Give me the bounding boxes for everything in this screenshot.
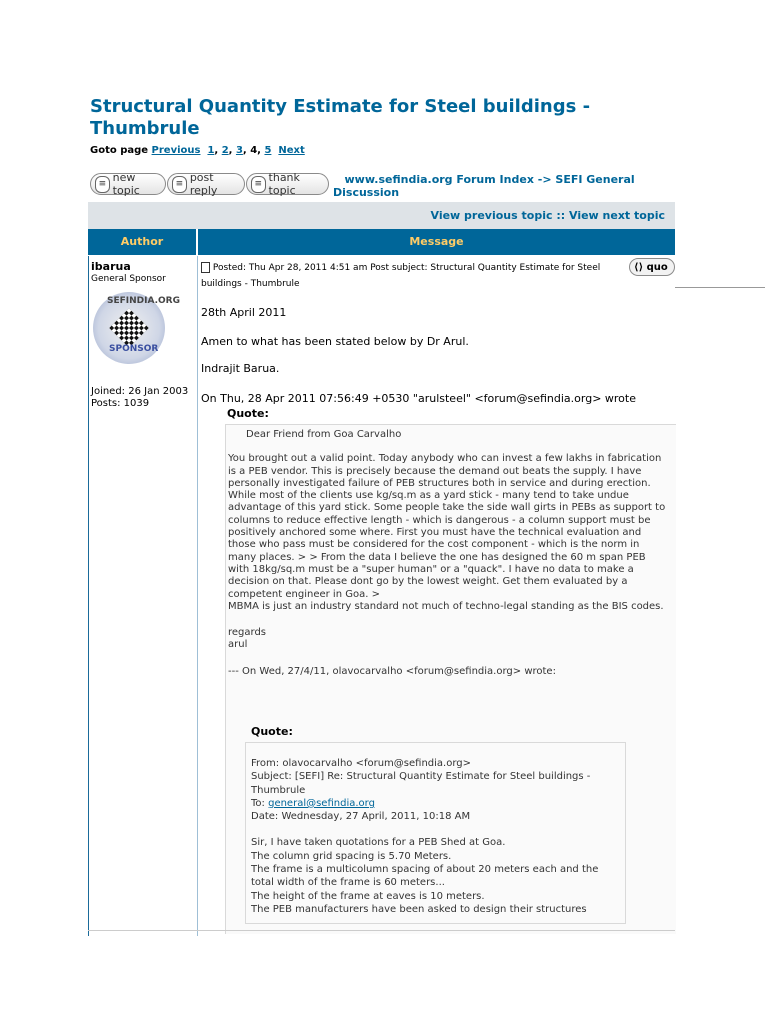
- quote1-greeting: Dear Friend from Goa Carvalho: [246, 429, 402, 440]
- new-topic-button[interactable]: [90, 173, 166, 195]
- page-link-3[interactable]: 3: [235, 145, 243, 156]
- avatar: [93, 292, 180, 364]
- page-link-5[interactable]: 5: [264, 145, 272, 156]
- post-reply-label: post reply: [189, 171, 218, 197]
- document-icon: ≡: [95, 176, 110, 193]
- thank-topic-label: thank topic: [268, 171, 300, 197]
- quote2-line2: The column grid spacing is 5.70 Meters.: [251, 850, 452, 862]
- quote-label: quo: [646, 262, 668, 273]
- forum-link[interactable]: SEFI General Discussion: [333, 173, 635, 199]
- current-page: 4: [250, 145, 258, 156]
- post-header: [201, 260, 621, 292]
- author-rank: General Sponsor: [91, 274, 166, 284]
- bottom-border: [88, 930, 675, 931]
- quote2-line5: The PEB manufacturers have been asked to design their structures: [251, 903, 587, 915]
- pagination: Goto page Previous 1, 2, 3, 4, 5 Next: [90, 145, 305, 156]
- breadcrumb-separator: ->: [537, 173, 552, 186]
- next-topic-link[interactable]: View next topic: [569, 209, 665, 222]
- quote-label-2: Quote:: [251, 725, 293, 738]
- previous-topic-link[interactable]: View previous topic: [430, 209, 553, 222]
- document-icon: ≡: [251, 176, 266, 193]
- message-header: Message: [198, 229, 675, 255]
- quote2-subject: Subject: [SEFI] Re: Structural Quantity Estimate for Steel buildings - Thumbrule: [251, 771, 591, 796]
- reply-header: On Thu, 28 Apr 2011 07:56:49 +0530 "arulsteel" <forum@sefindia.org> wrote: [201, 392, 636, 405]
- topic-title: Structural Quantity Estimate for Steel buildings - Thumbrule: [90, 96, 591, 139]
- quote2-from: From: olavocarvalho <forum@sefindia.org>: [251, 758, 471, 769]
- quote1-nested-header: --- On Wed, 27/4/11, olavocarvalho <forum@sefindia.org> wrote:: [228, 665, 556, 677]
- post-count: Posts: 1039: [91, 398, 150, 409]
- breadcrumb: [333, 173, 653, 199]
- quote1-name: arul: [228, 639, 248, 651]
- email-link[interactable]: general@sefindia.org: [268, 797, 375, 809]
- document-icon: ≡: [172, 176, 187, 193]
- quote1-mbma: MBMA is just an industry standard not much of techno-legal standing as the BIS codes.: [228, 600, 664, 612]
- quote-label-1: Quote:: [227, 407, 269, 420]
- post-date-line: 28th April 2011: [201, 306, 287, 319]
- quote2-to-label: To:: [251, 797, 265, 809]
- page-link-2[interactable]: 2: [221, 145, 229, 156]
- author-stats: [91, 386, 188, 410]
- goto-label: Goto page: [90, 145, 149, 156]
- quote-button[interactable]: [629, 258, 675, 276]
- quote2-line3: The frame is a multicolumn spacing of about 20 meters each and the total width of the frame is 60 meters...: [251, 864, 599, 889]
- author-header: Author: [88, 229, 196, 255]
- quote2-line1: Sir, I have taken quotations for a PEB Shed at Goa.: [251, 837, 506, 849]
- author-name[interactable]: ibarua: [91, 260, 131, 273]
- previous-page-link[interactable]: Previous: [151, 145, 201, 156]
- avatar-text-bottom: SPONSOR: [109, 344, 159, 354]
- quote2-line4: The height of the frame at eaves is 10 meters.: [251, 890, 485, 902]
- avatar-logo-grid: [109, 308, 149, 348]
- new-topic-label: new topic: [112, 171, 140, 197]
- post-body-line: Amen to what has been stated below by Dr Arul.: [201, 335, 469, 348]
- quote1-regards: regards: [228, 627, 267, 639]
- quote2-date: Date: Wednesday, 27 April, 2011, 10:18 AM: [251, 811, 471, 823]
- joined-date: Joined: 26 Jan 2003: [91, 386, 189, 397]
- quote-icon: ⟨⟩: [634, 262, 644, 273]
- quote1-paragraph: You brought out a valid point. Today anybody who can invest a few lakhs in fabrication is a PEB vendor. This is precisely because the demand out beats the supply. I have personally investigated failure of PEB structures both in service and during erection. While most of the clients use kg/sq.m as a yard stick - many tend to take undue advantage of this yard stick. Some people take the side wall girts in PEBs as support to columns to reduce effective length - which is dangerous - a column support must be positively anchored some where. First you must have the technical evaluation and those who pass must be considered for the cost component - which is the norm in many places. > > From the data I believe the one has designed the 60 m span PEB with 18kg/sq.m must be a "super human" or a "quack". I have no data to make a decision on that. Please dont go by the lowest weight. Get them evaluated by a competent engineer in Goa. >: [228, 453, 666, 600]
- avatar-text-top: SEFINDIA.ORG: [107, 296, 180, 306]
- post-icon: [201, 262, 210, 273]
- divider-line: [675, 287, 765, 288]
- post-reply-button[interactable]: [167, 173, 245, 195]
- quote-box-2: [245, 742, 626, 924]
- posted-line: Posted: Thu Apr 28, 2011 4:51 am Post subject: Structural Quantity Estimate for Steel buildings - Thumbrule: [201, 263, 601, 289]
- next-page-link[interactable]: Next: [278, 145, 305, 156]
- nav-separator: ::: [556, 209, 566, 222]
- thank-topic-button[interactable]: [246, 173, 329, 195]
- post-signature: Indrajit Barua.: [201, 362, 280, 375]
- topic-navbar: [88, 202, 675, 229]
- quote2-to: [251, 797, 621, 810]
- forum-index-link[interactable]: www.sefindia.org Forum Index: [344, 173, 534, 186]
- page-link-1[interactable]: 1: [207, 145, 215, 156]
